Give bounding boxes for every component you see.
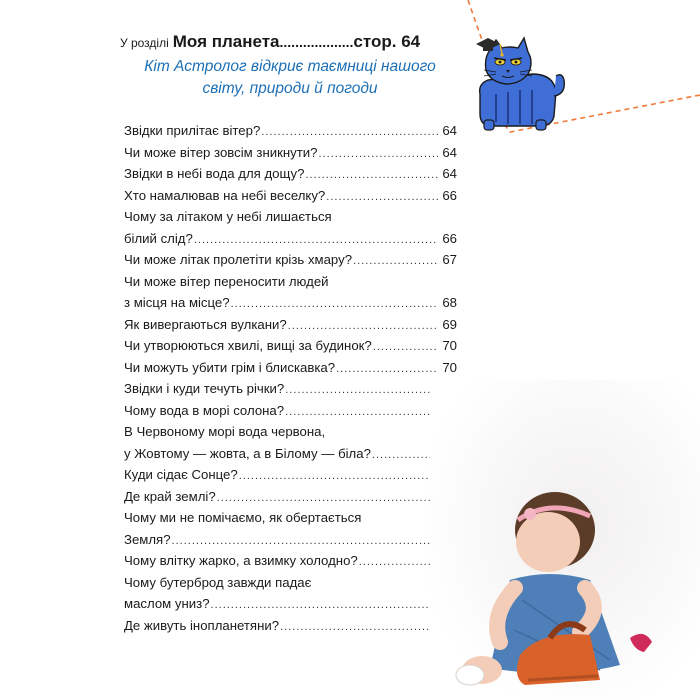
toc-entry-leader — [231, 294, 438, 314]
toc-entry — [124, 292, 457, 314]
toc-entry-leader — [217, 488, 438, 508]
toc-entry — [124, 206, 457, 228]
toc-entry-title: Чи утворюються хвилі, вищі за будинок? — [124, 338, 372, 353]
toc-entry-title: Куди сідає Сонце? — [124, 467, 238, 482]
toc-entry-page: 69 — [442, 316, 457, 332]
toc-entry — [124, 593, 457, 615]
cat-astrologer-illustration — [466, 34, 566, 132]
section-page-ref: стор. 64 — [353, 32, 421, 51]
toc-entry-leader — [288, 316, 438, 336]
toc-entry-leader — [172, 531, 438, 551]
toc-entry — [124, 529, 457, 551]
toc-entry-title: Де край землі? — [124, 488, 216, 504]
toc-entry — [124, 314, 457, 336]
toc-entry-title: Чи може літак пролетіти крізь хмару? — [124, 252, 353, 267]
toc-entry — [124, 572, 457, 594]
toc-entry — [124, 228, 457, 250]
section-subtitle — [120, 56, 460, 100]
section-title: Моя планета — [172, 32, 280, 51]
toc-entry-title: Земля? — [124, 531, 171, 547]
toc-entry-title: з місця на місце? — [124, 295, 230, 310]
toc-entry-title: Чи може вітер зовсім зникнути? — [124, 144, 318, 160]
toc-entry-title: Де живуть інопланетяни? — [124, 617, 280, 633]
table-of-contents — [124, 120, 457, 636]
toc-entry — [124, 335, 457, 357]
toc-entry — [124, 120, 457, 142]
toc-entry-leader — [285, 402, 438, 422]
toc-entry — [124, 443, 457, 465]
toc-entry-leader — [373, 337, 438, 357]
toc-entry-title: Чому влітку жарко, а взимку холодно? — [124, 553, 358, 568]
toc-entry — [124, 249, 457, 271]
toc-entry — [124, 486, 457, 508]
toc-entry-leader — [372, 445, 438, 465]
toc-entry-page: 64 — [442, 166, 457, 181]
toc-entry-leader — [211, 595, 438, 615]
toc-entry — [124, 550, 457, 572]
toc-entry-title: Чому вода в морі солона? — [124, 402, 285, 418]
toc-entry-leader — [239, 466, 438, 486]
baby-with-iron-photo — [430, 380, 700, 700]
toc-entry-title: у Жовтому — жовта, а в Білому — біла? — [124, 445, 371, 461]
toc-entry-page: 66 — [442, 187, 457, 203]
section-prefix: У розділі — [120, 36, 169, 50]
toc-entry-page: 64 — [442, 123, 457, 138]
toc-entry — [124, 142, 457, 164]
toc-entry — [124, 464, 457, 486]
toc-entry-title: білий слід? — [124, 230, 193, 246]
toc-entry-page: 64 — [442, 144, 457, 160]
toc-entry-page: 70 — [442, 338, 457, 353]
toc-entry-leader — [305, 165, 438, 185]
toc-entry-title: Звідки прилітає вітер? — [124, 123, 261, 138]
toc-entry-title: Чому ми не помічаємо, як обертається — [124, 510, 362, 525]
toc-entry — [124, 185, 457, 207]
toc-entry-leader — [318, 144, 438, 164]
toc-entry-leader — [359, 552, 438, 572]
toc-entry-leader — [326, 187, 438, 207]
toc-entry-title: Звідки в небі вода для дощу? — [124, 166, 305, 181]
section-leader: ................... — [279, 34, 354, 50]
toc-entry-page: 66 — [442, 230, 457, 246]
toc-entry-title: Звідки і куди течуть річки? — [124, 381, 285, 396]
toc-entry-title: Хто намалював на небі веселку? — [124, 187, 326, 203]
subtitle-line-2: світу, природи й погоди — [202, 80, 378, 97]
toc-entry-title: маслом униз? — [124, 596, 210, 611]
toc-entry-leader — [336, 359, 438, 379]
section-header — [120, 32, 460, 52]
toc-entry-title: В Червоному морі вода червона, — [124, 424, 326, 439]
toc-entry-leader — [261, 122, 438, 142]
toc-entry-title: Як вивергаються вулкани? — [124, 316, 287, 332]
toc-entry — [124, 271, 457, 293]
toc-entry — [124, 400, 457, 422]
toc-entry-page: 70 — [442, 359, 457, 375]
toc-entry — [124, 357, 457, 379]
toc-entry-leader — [194, 230, 438, 250]
toc-entry — [124, 615, 457, 637]
subtitle-line-1: Кіт Астролог відкриє таємниці нашого — [144, 58, 436, 75]
toc-entry-page: 67 — [442, 252, 457, 267]
toc-entry-leader — [353, 251, 438, 271]
toc-entry-title: Чи може вітер переносити людей — [124, 273, 329, 289]
toc-entry — [124, 378, 457, 400]
toc-entry-page: 68 — [442, 295, 457, 310]
toc-entry — [124, 163, 457, 185]
toc-entry-leader — [280, 617, 438, 637]
toc-entry-title: Чи можуть убити грім і блискавка? — [124, 359, 336, 375]
toc-entry-title: Чому за літаком у небі лишається — [124, 209, 332, 224]
toc-entry-leader — [285, 380, 438, 400]
toc-entry-title: Чому бутерброд завжди падає — [124, 574, 312, 590]
toc-entry — [124, 507, 457, 529]
toc-entry — [124, 421, 457, 443]
